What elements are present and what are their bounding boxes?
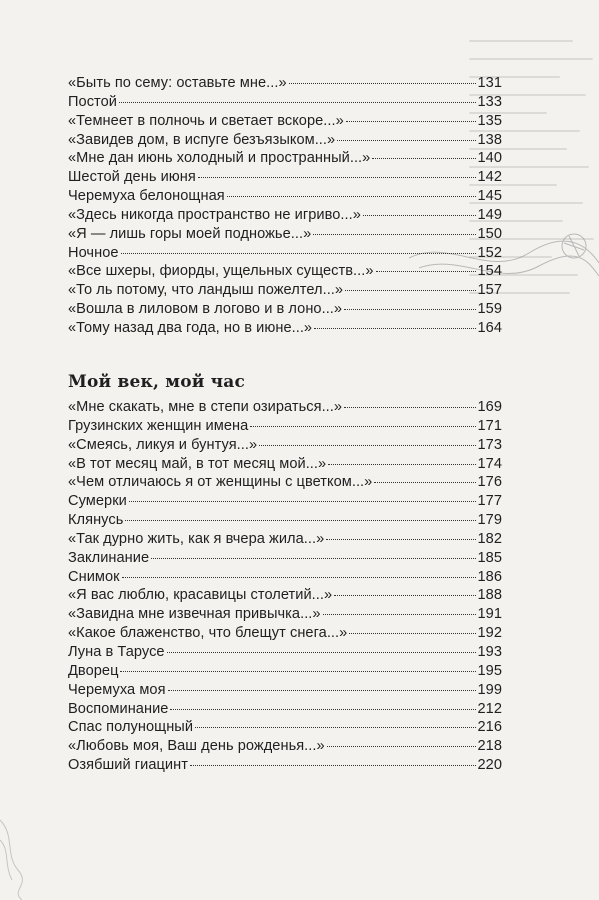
- toc-entry-page-number: 195: [477, 662, 502, 679]
- dot-leader: [349, 633, 475, 634]
- toc-entry: [68, 568, 502, 587]
- toc-entry: [68, 718, 502, 737]
- toc-entry-page-number: 135: [477, 112, 502, 129]
- dot-leader: [289, 83, 476, 84]
- dot-leader: [323, 614, 476, 615]
- toc-entry: [68, 643, 502, 662]
- toc-entry-page-number: 133: [477, 93, 502, 110]
- toc-entry-page-number: 192: [477, 625, 502, 642]
- toc-entry-page-number: 220: [477, 757, 502, 774]
- toc-entry-title: Заклинание: [68, 549, 150, 566]
- toc-entry-title: «Какое блаженство, что блещут снега...»: [68, 625, 348, 642]
- dot-leader: [346, 121, 476, 122]
- toc-entry-page-number: 174: [477, 455, 502, 472]
- toc-entry-title: «Вошла в лиловом в логово и в лоно...»: [68, 301, 343, 318]
- dot-leader: [190, 765, 476, 766]
- toc-entry-page-number: 140: [477, 150, 502, 167]
- toc-entry-title: «Завидна мне извечная привычка...»: [68, 606, 321, 623]
- toc-entry-page-number: 157: [477, 282, 502, 299]
- toc-entry-page-number: 212: [477, 700, 502, 717]
- dot-leader: [259, 445, 475, 446]
- dot-leader: [250, 426, 475, 427]
- toc-entry-page-number: 191: [477, 606, 502, 623]
- dot-leader: [170, 709, 475, 710]
- dot-leader: [121, 253, 476, 254]
- toc-entry: [68, 737, 502, 756]
- toc-entry-page-number: 193: [477, 643, 502, 660]
- toc-entry-page-number: 149: [477, 206, 502, 223]
- toc-entry-page-number: 186: [477, 568, 502, 585]
- toc-entry: [68, 93, 502, 112]
- dot-leader: [344, 309, 475, 310]
- dot-leader: [227, 196, 476, 197]
- toc-entry: [68, 586, 502, 605]
- toc-entry-title: Луна в Тарусе: [68, 643, 165, 660]
- toc-entry-title: Воспоминание: [68, 700, 169, 717]
- toc-entry-page-number: 176: [477, 474, 502, 491]
- dot-leader: [119, 102, 476, 103]
- toc-entry-page-number: 154: [477, 263, 502, 280]
- toc-entry-page-number: 138: [477, 131, 502, 148]
- dot-leader: [327, 746, 476, 747]
- dot-leader: [151, 558, 475, 559]
- toc-entry-title: «Мне дан июнь холодный и пространный...»: [68, 150, 371, 167]
- toc-entry-page-number: 218: [477, 738, 502, 755]
- corner-ornament: [0, 810, 30, 900]
- toc-list-part-2: [68, 398, 502, 775]
- toc-entry-page-number: 188: [477, 587, 502, 604]
- toc-entry-title: «Быть по сему: оставьте мне...»: [68, 75, 287, 91]
- toc-entry: [68, 756, 502, 775]
- toc-entry-page-number: 182: [477, 530, 502, 547]
- toc-entry-title: «Я вас люблю, красавицы столетий...»: [68, 587, 333, 604]
- toc-entry-title: «Здесь никогда пространство не игриво...»: [68, 206, 361, 223]
- dot-leader: [363, 215, 476, 216]
- dot-leader: [334, 595, 475, 596]
- toc-entry: [68, 605, 502, 624]
- dot-leader: [120, 671, 475, 672]
- toc-entry: [68, 112, 502, 131]
- toc-entry: [68, 225, 502, 244]
- toc-entry-title: «Тому назад два года, но в июне...»: [68, 319, 313, 336]
- toc-entry: [68, 131, 502, 150]
- dot-leader: [372, 158, 475, 159]
- toc-entry-title: «Так дурно жить, как я вчера жила...»: [68, 530, 325, 547]
- toc-entry-title: «Чем отличаюсь я от женщины с цветком...»: [68, 474, 373, 491]
- toc-entry: [68, 662, 502, 681]
- toc-entry-title: «Я — лишь горы моей подножье...»: [68, 225, 312, 242]
- toc-entry: [68, 681, 502, 700]
- toc-entry: [68, 398, 502, 417]
- toc-entry-title: «Завидев дом, в испуге безъязыком...»: [68, 131, 336, 148]
- toc-entry-page-number: 131: [477, 75, 502, 91]
- toc-entry: [68, 549, 502, 568]
- toc-entry-page-number: 185: [477, 549, 502, 566]
- toc-entry: [68, 700, 502, 719]
- toc-entry-title: Спас полунощный: [68, 719, 194, 736]
- toc-entry: [68, 74, 502, 93]
- dot-leader: [328, 464, 475, 465]
- toc-entry: [68, 187, 502, 206]
- toc-entry-page-number: 173: [477, 436, 502, 453]
- toc-entry-title: Грузинских женщин имена: [68, 417, 249, 434]
- toc-entry-page-number: 216: [477, 719, 502, 736]
- toc-entry: [68, 168, 502, 187]
- toc-entry-page-number: 199: [477, 681, 502, 698]
- toc-entry-page-number: 145: [477, 188, 502, 205]
- toc-entry-title: Снимок: [68, 568, 120, 585]
- toc-entry-title: «Все шхеры, фиорды, ущельных существ...»: [68, 263, 374, 280]
- dot-leader: [195, 727, 475, 728]
- toc-entry-title: Шестой день июня: [68, 169, 196, 186]
- toc-entry-page-number: 159: [477, 301, 502, 318]
- dot-leader: [345, 290, 475, 291]
- toc-entry: [68, 492, 502, 511]
- toc-entry-title: Клянусь: [68, 512, 124, 529]
- toc-entry-page-number: 171: [477, 417, 502, 434]
- toc-entry: [68, 511, 502, 530]
- toc-entry-page-number: 142: [477, 169, 502, 186]
- dot-leader: [314, 328, 475, 329]
- toc-entry: [68, 530, 502, 549]
- toc-entry-page-number: 169: [477, 399, 502, 415]
- toc-entry-title: Ночное: [68, 244, 119, 261]
- toc-entry-page-number: 164: [477, 319, 502, 336]
- dot-leader: [167, 652, 476, 653]
- dot-leader: [198, 177, 476, 178]
- toc-entry-title: Постой: [68, 93, 117, 110]
- toc-entry-title: «Смеясь, ликуя и бунтуя...»: [68, 436, 258, 453]
- toc-entry-title: «Мне скакать, мне в степи озираться...»: [68, 399, 343, 415]
- toc-entry: [68, 436, 502, 455]
- toc-entry: [68, 417, 502, 436]
- toc-entry: [68, 281, 502, 300]
- toc-entry: [68, 244, 502, 263]
- dot-leader: [125, 520, 475, 521]
- toc-entry: [68, 206, 502, 225]
- dot-leader: [326, 539, 475, 540]
- toc-entry: [68, 300, 502, 319]
- toc-entry-title: Дворец: [68, 662, 119, 679]
- toc-entry: [68, 455, 502, 474]
- toc-entry: [68, 319, 502, 338]
- toc-entry-title: «В тот месяц май, в тот месяц мой...»: [68, 455, 327, 472]
- dot-leader: [337, 140, 475, 141]
- toc-entry-page-number: 177: [477, 493, 502, 510]
- dot-leader: [344, 407, 475, 408]
- toc-entry: [68, 149, 502, 168]
- toc-entry-page-number: 152: [477, 244, 502, 261]
- toc-entry: [68, 262, 502, 281]
- dot-leader: [168, 690, 476, 691]
- dot-leader: [376, 271, 476, 272]
- dot-leader: [122, 577, 476, 578]
- toc-entry-title: «Любовь моя, Ваш день рожденья...»: [68, 738, 325, 755]
- toc-entry-title: Сумерки: [68, 493, 127, 510]
- dot-leader: [129, 501, 476, 502]
- toc-entry-title: «То ль потому, что ландыш пожелтел...»: [68, 282, 344, 299]
- toc-entry: [68, 624, 502, 643]
- toc-entry-page-number: 150: [477, 225, 502, 242]
- toc-entry-title: «Темнеет в полночь и светает вскоре...»: [68, 112, 344, 129]
- toc-entry-page-number: 179: [477, 512, 502, 529]
- toc-entry-title: Озябший гиацинт: [68, 757, 188, 774]
- dot-leader: [313, 234, 475, 235]
- section-heading: Мой век, мой час: [68, 372, 246, 392]
- dot-leader: [374, 482, 475, 483]
- toc-entry: [68, 473, 502, 492]
- toc-entry-title: Черемуха белонощная: [68, 188, 225, 205]
- toc-list-part-1: [68, 74, 502, 338]
- toc-entry-title: Черемуха моя: [68, 681, 166, 698]
